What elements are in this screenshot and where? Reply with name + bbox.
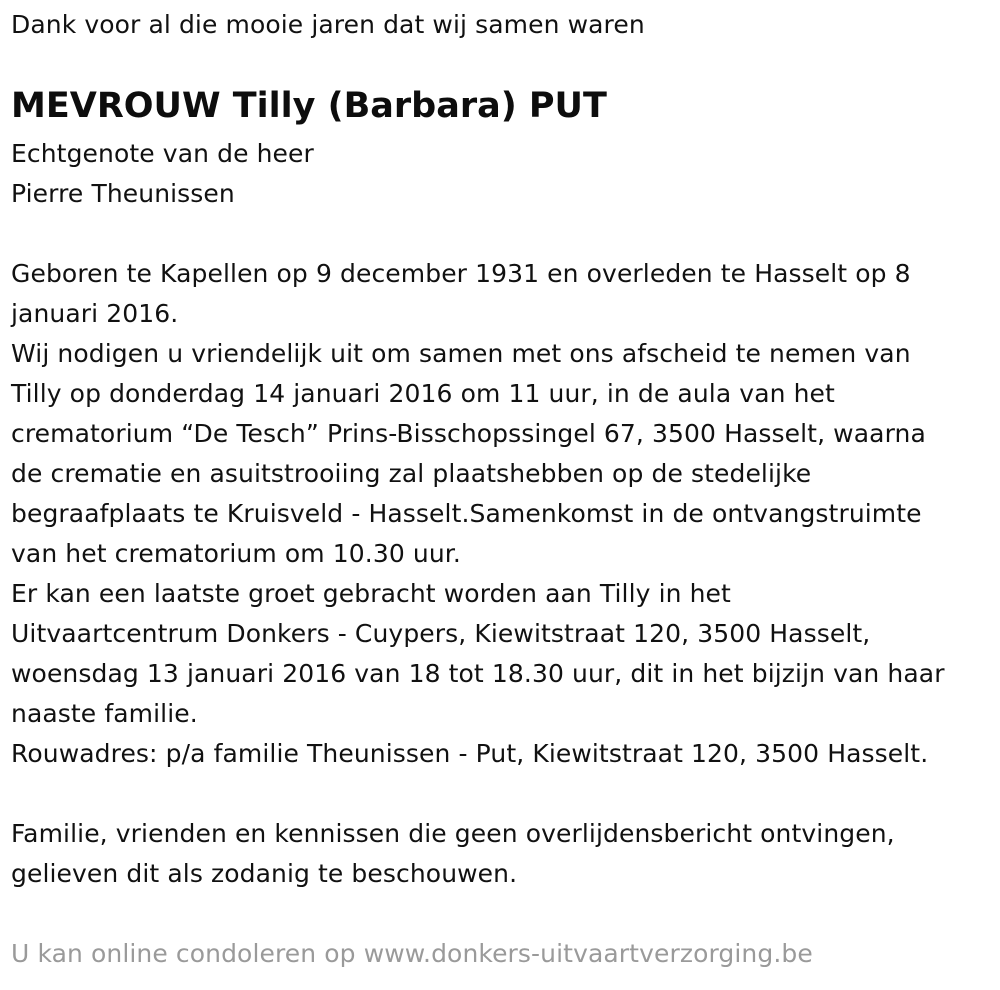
body-line: Tilly op donderdag 14 januari 2016 om 11 uur, in de aula van het <box>11 379 835 408</box>
body-line: Uitvaartcentrum Donkers - Cuypers, Kiewitstraat 120, 3500 Hasselt, <box>11 619 871 648</box>
body-line: naaste familie. <box>11 699 198 728</box>
deceased-name: MEVROUW Tilly (Barbara) PUT <box>11 86 607 126</box>
closing-block <box>11 814 895 894</box>
body-line: Er kan een laatste groet gebracht worden aan Tilly in het <box>11 579 731 608</box>
condolence-footer: U kan online condoleren op www.donkers-uitvaartverzorging.be <box>11 939 813 968</box>
body-line: begraafplaats te Kruisveld - Hasselt.Samenkomst in de ontvangstruimte <box>11 499 922 528</box>
body-line: crematorium “De Tesch” Prins-Bisschopssingel 67, 3500 Hasselt, waarna <box>11 419 926 448</box>
body-line: de crematie en asuitstrooiing zal plaatshebben op de stedelijke <box>11 459 812 488</box>
body-line: Wij nodigen u vriendelijk uit om samen met ons afscheid te nemen van <box>11 339 911 368</box>
closing-line: gelieven dit als zodanig te beschouwen. <box>11 859 518 888</box>
body-line: woensdag 13 januari 2016 van 18 tot 18.30 uur, dit in het bijzijn van haar <box>11 659 945 688</box>
announcement-body <box>11 254 945 774</box>
body-line: januari 2016. <box>11 299 179 328</box>
spouse-line: Pierre Theunissen <box>11 179 235 208</box>
spouse-block <box>11 134 314 214</box>
body-line: van het crematorium om 10.30 uur. <box>11 539 461 568</box>
body-line: Rouwadres: p/a familie Theunissen - Put, Kiewitstraat 120, 3500 Hasselt. <box>11 739 929 768</box>
body-line: Geboren te Kapellen op 9 december 1931 en overleden te Hasselt op 8 <box>11 259 911 288</box>
intro-text: Dank voor al die mooie jaren dat wij samen waren <box>11 10 645 39</box>
spouse-line: Echtgenote van de heer <box>11 139 314 168</box>
closing-line: Familie, vrienden en kennissen die geen overlijdensbericht ontvingen, <box>11 819 895 848</box>
